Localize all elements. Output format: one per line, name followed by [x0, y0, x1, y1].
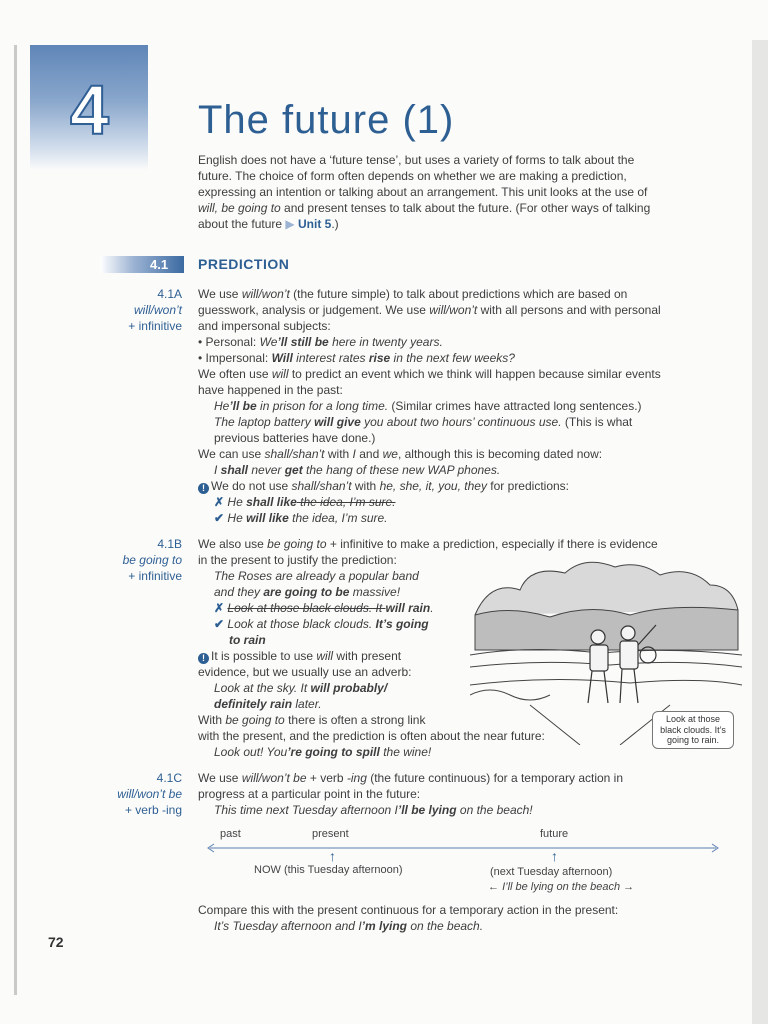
t: the hang of these new WAP phones. [302, 463, 501, 477]
example-line [214, 462, 500, 478]
intro-line: future. The choice of form often depends on whether we are making a prediction, [198, 169, 627, 183]
t: We can use [198, 447, 265, 461]
t: Look at those black clouds. It [227, 601, 386, 615]
text-line: progress at a particular point in the future: [198, 787, 421, 801]
warning-icon: ! [198, 483, 209, 494]
t: He [227, 511, 247, 525]
t: and [355, 447, 383, 461]
intro-line [198, 200, 738, 216]
t: Look out! You [214, 745, 288, 759]
timeline-caption [488, 881, 634, 893]
t: ’m lying [361, 919, 407, 933]
side-sub: will/won’t [133, 303, 182, 317]
t: and they [214, 585, 264, 599]
text-line [198, 302, 661, 318]
text-line [198, 770, 623, 786]
t: I [214, 463, 221, 477]
side-code: 4.1B [157, 537, 182, 551]
correct-example [214, 510, 388, 526]
t: (the future continuous) for a temporary action in [366, 771, 624, 785]
t: • Personal: [198, 335, 260, 349]
t: We use [198, 287, 242, 301]
t: It is possible to use [211, 649, 317, 663]
intro-text: about the future [198, 217, 286, 231]
tick-icon: ✔ [214, 511, 225, 525]
t: are going to be [263, 585, 350, 599]
now-marker-icon: ↑ [329, 848, 336, 864]
t: I [352, 447, 356, 461]
t: on the beach! [456, 803, 533, 817]
t: never [248, 463, 285, 477]
t: shall/shan’t [291, 479, 352, 493]
t: to predict an event which we think will happen because similar events [288, 367, 661, 381]
example-line [214, 744, 431, 760]
right-arrow-icon: → [623, 881, 635, 893]
page-edge [752, 40, 768, 1024]
example-line [214, 802, 533, 818]
left-arrow-icon: ← [488, 881, 499, 893]
t: for predictions: [486, 479, 570, 493]
t: -ing [346, 771, 367, 785]
t: he, she, it, you, they [379, 479, 487, 493]
t: It’s Tuesday afternoon and I [214, 919, 362, 933]
example-line: to rain [229, 633, 266, 647]
tick-icon: ✔ [214, 617, 225, 631]
t: ’ll still be [277, 335, 329, 349]
side-sub: + verb -ing [124, 803, 182, 817]
intro-text: .) [331, 217, 339, 231]
t: + infinitive to make a prediction, especially if there is evidence [326, 537, 658, 551]
text-line: with the present, and the prediction is often about the near future: [198, 729, 545, 743]
bubble-line: black clouds. It’s [660, 724, 726, 735]
t: • Impersonal: [198, 351, 272, 365]
cross-icon: ✗ [214, 495, 225, 509]
t: This time next Tuesday afternoon I [214, 803, 398, 817]
t: ’ll be [229, 399, 257, 413]
bubble-line: Look at those [665, 714, 721, 724]
t: I’ll be lying on the beach [502, 881, 621, 893]
t: later. [292, 697, 322, 711]
text-line: evidence, but we usually use an adverb: [198, 665, 412, 679]
timeline-past: past [220, 828, 241, 840]
t: will give [314, 415, 361, 429]
t: will probably/ [310, 681, 388, 695]
page-number: 72 [48, 934, 64, 950]
example-line [214, 696, 322, 712]
intro-line: English does not have a ‘future tense’, but uses a variety of forms to talk about the [198, 153, 635, 167]
t: We often use [198, 367, 272, 381]
intro-text: and present tenses to talk about the future. (For other ways of talking [280, 201, 651, 215]
timeline-arrow [206, 842, 720, 854]
t: ’re going to spill [287, 745, 380, 759]
t: He [227, 495, 247, 509]
t: with all persons and with personal [477, 303, 661, 317]
bubble-line: going to rain. [666, 735, 720, 745]
chapter-number: 4 [70, 71, 109, 149]
t: here in twenty years. [328, 335, 443, 349]
speech-bubble [652, 711, 734, 749]
t: will [316, 649, 334, 663]
unit-link[interactable]: Unit 5 [297, 217, 332, 231]
t: ’ll be lying [397, 803, 457, 817]
example-line: previous batteries have done.) [214, 431, 376, 445]
t: We [259, 335, 278, 349]
text-line: in the present to justify the prediction: [198, 553, 397, 567]
text-line [198, 286, 627, 302]
t: will/won’t [429, 303, 478, 317]
t: get [284, 463, 303, 477]
chapter-title: The future (1) [198, 98, 455, 142]
t: shall/shan’t [264, 447, 325, 461]
t: We do not use [211, 479, 292, 493]
t: With [198, 713, 226, 727]
intro-line [198, 216, 738, 232]
incorrect-example [214, 494, 396, 510]
text-line [198, 536, 658, 552]
t: The laptop battery [214, 415, 315, 429]
t: will/won’t [241, 287, 290, 301]
t: We use [198, 771, 242, 785]
t: with [351, 479, 380, 493]
section-bar [100, 256, 184, 273]
t: with [324, 447, 353, 461]
t: the wine! [379, 745, 432, 759]
t: guesswork, analysis or judgement. We use [198, 303, 430, 317]
side-label-4-1a [107, 286, 182, 334]
t: We also use [198, 537, 268, 551]
binding-line [14, 45, 17, 995]
t: be going to [267, 537, 327, 551]
t: It’s going [375, 617, 429, 631]
example-line [214, 398, 642, 414]
timeline-present: present [312, 828, 349, 840]
t: shall [220, 463, 249, 477]
t: Look at the sky. It [214, 681, 311, 695]
t: we [382, 447, 398, 461]
t: there is often a strong link [284, 713, 426, 727]
side-sub: be going to [122, 553, 182, 567]
t: will/won’t be [241, 771, 307, 785]
t: (This is what [561, 415, 633, 429]
t: . [430, 601, 434, 615]
intro-forms: will, be going to [198, 201, 281, 215]
cross-ref-arrow-icon: ▶ [285, 217, 295, 231]
t: in prison for a long time. [256, 399, 389, 413]
cross-icon: ✗ [214, 601, 225, 615]
t: in the next few weeks? [390, 351, 515, 365]
text-line: have happened in the past: [198, 383, 343, 397]
correct-example [214, 616, 429, 632]
t: massive! [349, 585, 401, 599]
bullet-line [198, 350, 515, 366]
side-code: 4.1C [156, 771, 182, 785]
t: will [271, 367, 289, 381]
text-line: Compare this with the present continuous for a temporary action in the present: [198, 903, 619, 917]
t: you about two hours’ continuous use. [360, 415, 562, 429]
example-line [214, 414, 632, 430]
warning-icon: ! [198, 653, 209, 664]
t: rise [368, 351, 391, 365]
t: (the future simple) to talk about predictions which are based on [289, 287, 628, 301]
t: Will [271, 351, 293, 365]
intro-paragraph [198, 152, 738, 232]
intro-line: expressing an intention or talking about an arrangement. This unit looks at the use of [198, 185, 648, 199]
t: Look at those black clouds. [227, 617, 376, 631]
side-sub: + infinitive [128, 569, 182, 583]
side-label-4-1c [107, 770, 182, 818]
side-sub: will/won’t be [117, 787, 182, 801]
t: will rain [385, 601, 431, 615]
t: the idea, I’m sure. [296, 495, 396, 509]
t: + verb [306, 771, 347, 785]
t: with present [333, 649, 402, 663]
text-line: and impersonal subjects: [198, 319, 331, 333]
side-label-4-1b [107, 536, 182, 584]
text-line [198, 366, 661, 382]
t: shall like [246, 495, 297, 509]
bullet-line [198, 334, 443, 350]
example-line [214, 680, 387, 696]
incorrect-example [214, 600, 434, 616]
t: interest rates [292, 351, 369, 365]
timeline-next: (next Tuesday afternoon) [490, 866, 613, 878]
t: definitely rain [214, 697, 293, 711]
timeline-now: NOW (this Tuesday afternoon) [254, 864, 403, 876]
t: will like [246, 511, 289, 525]
side-sub: + infinitive [128, 319, 182, 333]
section-title: PREDICTION [198, 256, 290, 272]
timeline-future: future [540, 828, 569, 840]
t: be going to [225, 713, 285, 727]
example-line: The Roses are already a popular band [214, 569, 419, 583]
side-code: 4.1A [157, 287, 182, 301]
future-marker-icon: ↑ [551, 848, 558, 864]
t: (Similar crimes have attracted long sentences.) [388, 399, 642, 413]
example-line [214, 584, 400, 600]
t: the idea, I’m sure. [288, 511, 388, 525]
text-line [198, 446, 602, 462]
warning-line [198, 478, 569, 494]
section-number: 4.1 [150, 257, 169, 272]
text-line [198, 712, 425, 728]
t: He [214, 399, 230, 413]
t: on the beach. [407, 919, 484, 933]
t: , although this is becoming dated now: [397, 447, 603, 461]
warning-line [198, 648, 401, 664]
example-line [214, 918, 483, 934]
